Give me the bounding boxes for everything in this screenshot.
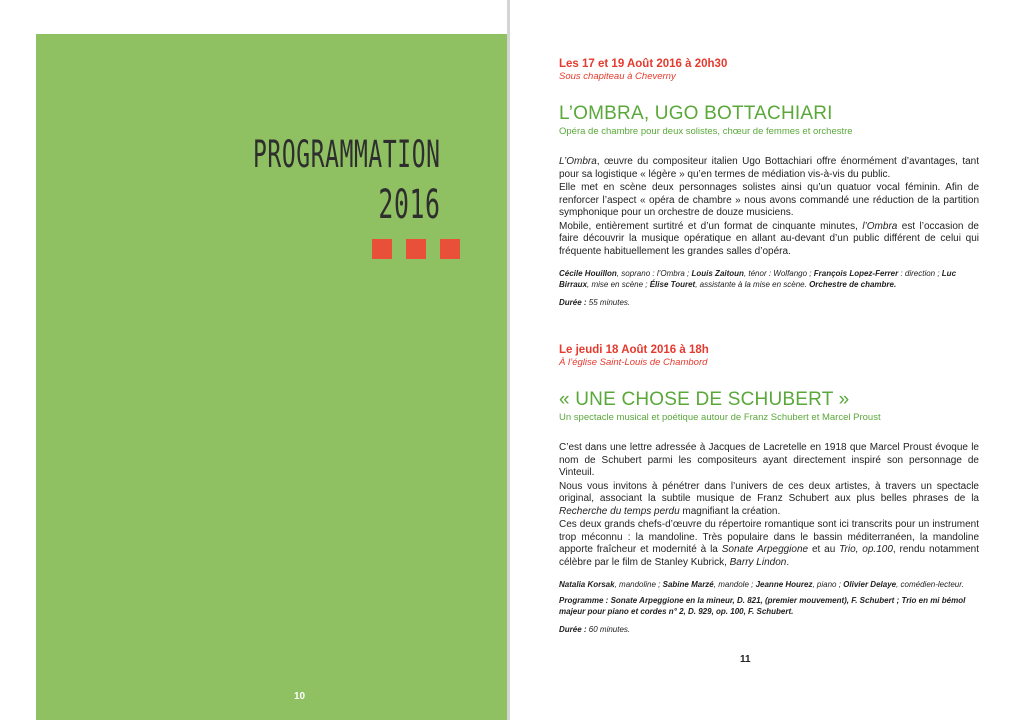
event-venue: Sous chapiteau à Cheverny (559, 71, 676, 82)
decorative-squares (372, 239, 460, 259)
work-title: L’Ombra (559, 156, 597, 167)
title-line-1: PROGRAMMATION (253, 133, 441, 176)
event-date: Le jeudi 18 Août 2016 à 18h (559, 344, 709, 356)
event-date: Les 17 et 19 Août 2016 à 20h30 (559, 58, 728, 70)
event-venue: À l’église Saint-Louis de Chambord (559, 357, 708, 368)
event-duration: Durée : 55 minutes. (559, 298, 631, 307)
event-subtitle: Opéra de chambre pour deux solistes, chœur de femmes et orchestre (559, 126, 853, 137)
description-paragraph: Elle met en scène deux personnages solistes ainsi qu’un quatuor vocal féminin. Afin de renforcer l’aspect « opéra de chambre » nous avons commandé une réduction de la partition symphonique pour un orchestre de douze musiciens. (559, 182, 979, 218)
event-1 (559, 58, 979, 308)
event-credits: Cécile Houillon, soprano : l’Ombra ; Louis Zaitoun, ténor : Wolfango ; François Lopez-Ferrer : direction ; Luc Birraux, mise en scène ; Élise Touret, assistante à la mise en scène. Orchestre de chambre. (559, 269, 957, 289)
page-number-left: 10 (294, 691, 306, 702)
description-paragraph: Mobile, entièrement surtitré et d’un format de cinquante minutes, l’Ombra est l’occasion de faire découvrir la musique opératique en allant au-devant d’un public différent de celui qui fréquente habituellement les grandes salles d’opéra. (559, 220, 979, 257)
red-square-icon (440, 239, 460, 259)
description-paragraph: Nous vous invitons à pénétrer dans l’univers de ces deux artistes, à travers un spectacle original, associant la subtile musique de Franz Schubert aux plus belles phrases de la Recherche du temps perdu magnifiant la création. (559, 480, 979, 517)
event-title: L’OMBRA, UGO BOTTACHIARI (559, 103, 833, 124)
red-square-icon (372, 239, 392, 259)
event-duration: Durée : 60 minutes. (559, 625, 631, 634)
description-paragraph: L’Ombra, œuvre du compositeur italien Ugo Bottachiari offre énormément d’avantages, tant pour sa logistique « légère » qu’en termes de médiation vis-à-vis du public. (559, 156, 979, 180)
green-cover-block (36, 34, 507, 720)
event-credits: Natalia Korsak, mandoline ; Sabine Marzé, mandole ; Jeanne Hourez, piano ; Olivier Delaye, comédien-lecteur. (559, 580, 964, 589)
event-2 (559, 344, 979, 635)
programmation-title (253, 130, 441, 230)
red-square-icon (406, 239, 426, 259)
event-subtitle: Un spectacle musical et poétique autour de Franz Schubert et Marcel Proust (559, 412, 881, 423)
title-line-2: 2016 (378, 182, 441, 228)
event-title: « UNE CHOSE DE SCHUBERT » (559, 389, 850, 410)
right-page (510, 0, 1019, 720)
description-paragraph: C’est dans une lettre adressée à Jacques de Lacretelle en 1918 que Marcel Proust évoque le nom de Schubert parmi les compositeurs ayant directement inspiré son personnage de Vinteuil. (559, 442, 979, 478)
event-programme: Programme : Sonate Arpeggione en la mineur, D. 821, (premier mouvement), F. Schubert ; Trio en mi bémol majeur pour piano et cordes n° 2, D. 929, op. 100, F. Schubert. (559, 596, 966, 616)
left-page (0, 0, 507, 720)
event-description (559, 442, 979, 569)
description-paragraph: Ces deux grands chefs-d’œuvre du répertoire romantique sont ici transcrits pour un instrument trop méconnu : la mandoline. Très populaire dans le bassin méditerranéen, la mandoline apporte fraîcheur et modernité à la Sonate Arpeggione et au Trio, op.100, rendu notamment célèbre par le film de Stanley Kubrick, Barry Lindon. (559, 519, 980, 568)
page-number-right: 11 (740, 654, 751, 665)
event-description (559, 156, 979, 258)
